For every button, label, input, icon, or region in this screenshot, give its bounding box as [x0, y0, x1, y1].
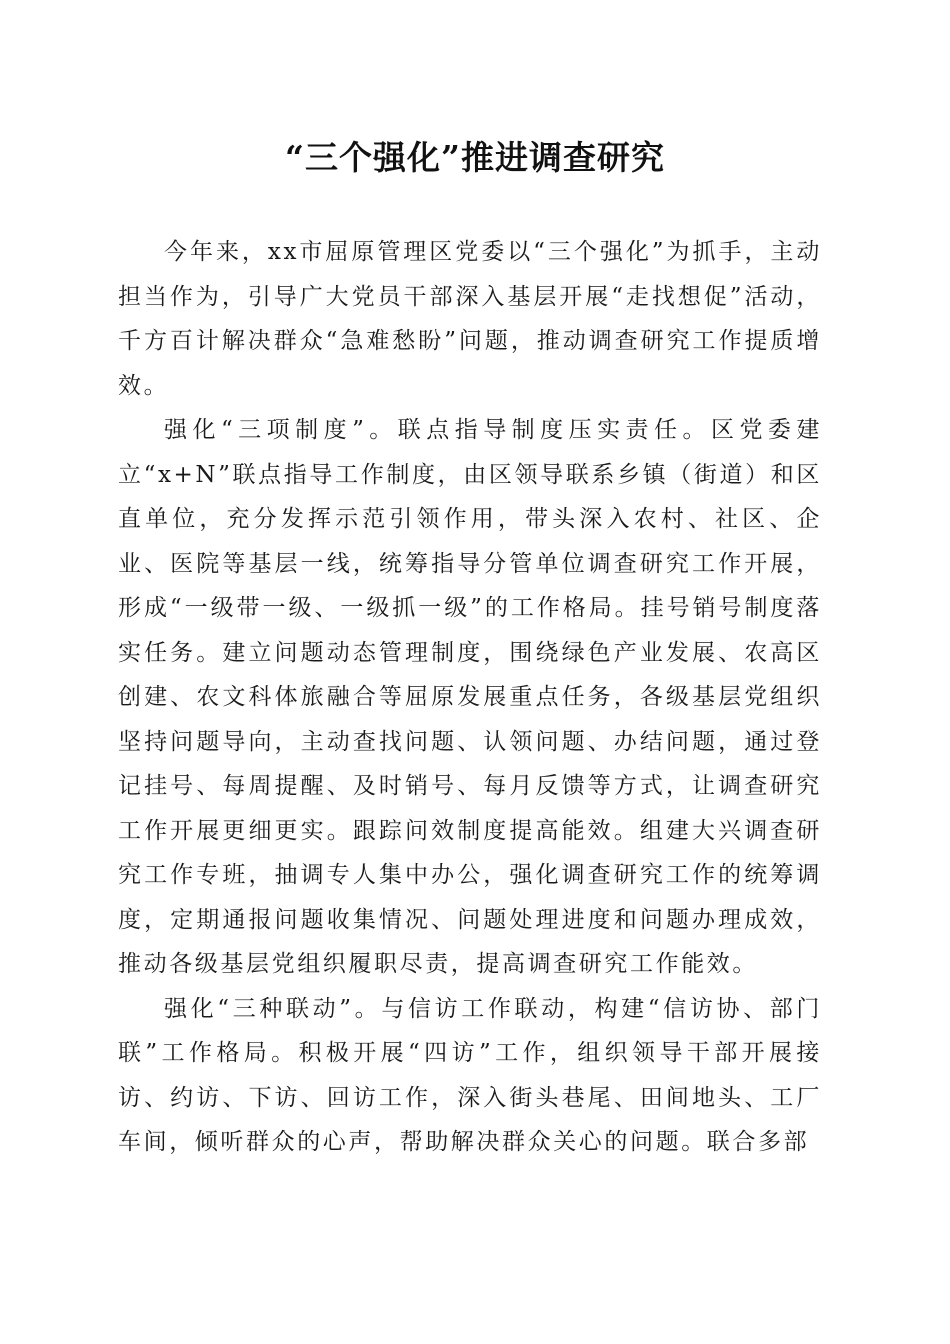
document-body: [118, 230, 822, 1165]
document-title: “三个强化”推进调查研究: [285, 138, 665, 177]
paragraph-three-systems: 强化“三项制度”。联点指导制度压实责任。区党委建立“x+N”联点指导工作制度，由区领导联系乡镇（街道）和区直单位，充分发挥示范引领作用，带头深入农村、社区、企业、医院等基层一线，统筹指导分管单位调查研究工作开展，形成“一级带一级、一级抓一级”的工作格局。挂号销号制度落实任务。建立问题动态管理制度，围绕绿色产业发展、农高区创建、农文科体旅融合等屈原发展重点任务，各级基层党组织坚持问题导向，主动查找问题、认领问题、办结问题，通过登记挂号、每周提醒、及时销号、每月反馈等方式，让调查研究工作开展更细更实。跟踪问效制度提高能效。组建大兴调查研究工作专班，抽调专人集中办公，强化调查研究工作的统筹调度，定期通报问题收集情况、问题处理进度和问题办理成效，推动各级基层党组织履职尽责，提高调查研究工作能效。: [118, 417, 822, 977]
paragraph-intro: 今年来，xx市屈原管理区党委以“三个强化”为抓手，主动担当作为，引导广大党员干部深入基层开展“走找想促”活动，千方百计解决群众“急难愁盼”问题，推动调查研究工作提质增效。: [118, 239, 822, 399]
paragraph-three-linkages: 强化“三种联动”。与信访工作联动，构建“信访协、部门联”工作格局。积极开展“四访”工作，组织领导干部开展接访、约访、下访、回访工作，深入街头巷尾、田间地头、工厂车间，倾听群众的心声，帮助解决群众关心的问题。联合多部: [118, 995, 822, 1155]
